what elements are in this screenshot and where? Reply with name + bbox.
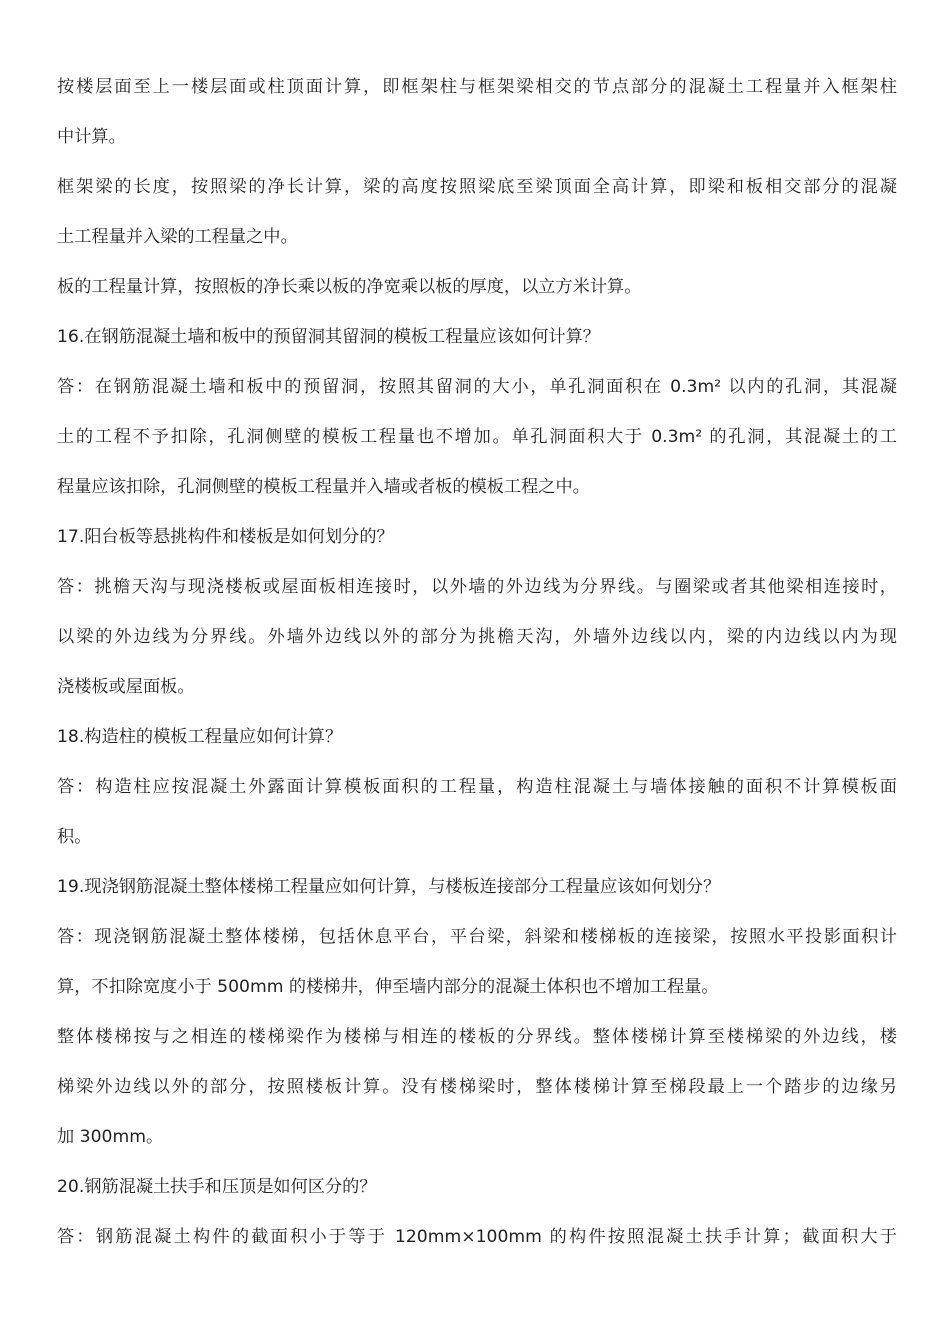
question-20: 20.钢筋混凝土扶手和压顶是如何区分的？	[57, 1177, 377, 1197]
answer-17-line-3: 浇楼板或屋面板。	[57, 677, 195, 697]
answer-19-line-1: 答：现浇钢筋混凝土整体楼梯，包括休息平台，平台梁，斜梁和楼梯板的连接梁，按照水平投影面积计	[57, 927, 897, 947]
document-body	[57, 62, 897, 1262]
answer-17-line-1: 答：挑檐天沟与现浇楼板或屋面板相连接时，以外墙的外边线为分界线。与圈梁或者其他梁相连接时，	[57, 577, 897, 597]
answer-18-line-1: 答：构造柱应按混凝土外露面计算模板面积的工程量，构造柱混凝土与墙体接触的面积不计算模板面	[57, 777, 897, 797]
answer-20-line-1: 答：钢筋混凝土构件的截面积小于等于 120mm×100mm 的构件按照混凝土扶手计算；截面积大于	[57, 1227, 897, 1247]
answer-19-line-5: 加 300mm。	[57, 1127, 164, 1147]
answer-16-line-3: 程量应该扣除，孔洞侧壁的模板工程量并入墙或者板的模板工程之中。	[57, 477, 590, 497]
text-line-2: 中计算。	[57, 127, 126, 147]
text-line-3: 框架梁的长度，按照梁的净长计算，梁的高度按照梁底至梁顶面全高计算，即梁和板相交部分的混凝	[57, 177, 897, 197]
text-line-1: 按楼层面至上一楼层面或柱顶面计算，即框架柱与框架梁相交的节点部分的混凝土工程量并入框架柱	[57, 77, 897, 97]
answer-19-line-4: 梯梁外边线以外的部分，按照楼板计算。没有楼梯梁时，整体楼梯计算至梯段最上一个踏步的边缘另	[57, 1077, 897, 1097]
question-18: 18.构造柱的模板工程量应如何计算？	[57, 727, 343, 747]
question-17: 17.阳台板等悬挑构件和楼板是如何划分的？	[57, 527, 394, 547]
question-16: 16.在钢筋混凝土墙和板中的预留洞其留洞的模板工程量应该如何计算？	[57, 327, 600, 347]
text-line-4: 土工程量并入梁的工程量之中。	[57, 227, 298, 247]
answer-19-line-3: 整体楼梯按与之相连的楼梯梁作为楼梯与相连的楼板的分界线。整体楼梯计算至楼梯梁的外边线，楼	[57, 1027, 897, 1047]
answer-16-line-2: 土的工程不予扣除，孔洞侧壁的模板工程量也不增加。单孔洞面积大于 0.3m² 的孔洞，其混凝土的工	[57, 427, 897, 447]
answer-17-line-2: 以梁的外边线为分界线。外墙外边线以外的部分为挑檐天沟，外墙外边线以内，梁的内边线以内为现	[57, 627, 897, 647]
answer-19-line-2: 算，不扣除宽度小于 500mm 的楼梯井，伸至墙内部分的混凝土体积也不增加工程量。	[57, 977, 719, 997]
question-19: 19.现浇钢筋混凝土整体楼梯工程量应如何计算，与楼板连接部分工程量应该如何划分？	[57, 877, 721, 897]
answer-18-line-2: 积。	[57, 827, 92, 847]
answer-16-line-1: 答：在钢筋混凝土墙和板中的预留洞，按照其留洞的大小，单孔洞面积在 0.3m² 以内的孔洞，其混凝	[57, 377, 897, 397]
text-line-5: 板的工程量计算，按照板的净长乘以板的净宽乘以板的厚度，以立方米计算。	[57, 277, 642, 297]
